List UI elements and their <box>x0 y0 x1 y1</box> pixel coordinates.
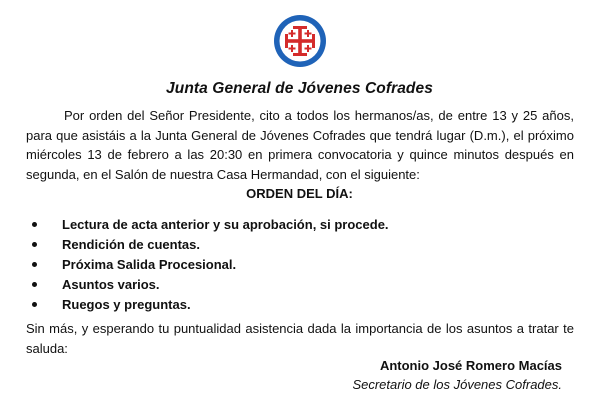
agenda-item <box>32 295 389 315</box>
agenda-item-label: Lectura de acta anterior y su aprobación, si procede. <box>62 217 389 232</box>
agenda-item-label: Asuntos varios. <box>62 277 160 292</box>
agenda-item <box>32 215 389 235</box>
bullet-icon <box>32 222 37 227</box>
agenda-heading: ORDEN DEL DÍA: <box>246 186 353 201</box>
convocation-paragraph: Por orden del Señor Presidente, cito a todos los hermanos/as, de entre 13 y 25 años, para que asistáis a la Junta General de Jóvenes Cofrades que tendrá lugar (D.m.), el próximo miércoles 13 de febrero a las 20:30 en primera convocatoria y quince minutos después en segunda, en el Salón de nuestra Casa Hermandad, con el siguiente: <box>26 108 574 182</box>
bullet-icon <box>32 262 37 267</box>
bullet-icon <box>32 302 37 307</box>
bullet-icon <box>32 282 37 287</box>
closing-paragraph: Sin más, y esperando tu puntualidad asistencia dada la importancia de los asuntos a tratar te saluda: <box>26 321 574 356</box>
bullet-icon <box>32 242 37 247</box>
agenda-item <box>32 255 389 275</box>
agenda-list <box>32 215 389 315</box>
agenda-item-label: Ruegos y preguntas. <box>62 297 191 312</box>
agenda-item <box>32 235 389 255</box>
agenda-item-label: Rendición de cuentas. <box>62 237 200 252</box>
document-title: Junta General de Jóvenes Cofrades <box>166 80 433 97</box>
agenda-item <box>32 275 389 295</box>
signatory-role: Secretario de los Jóvenes Cofrades. <box>352 377 562 392</box>
signatory-name: Antonio José Romero Macías <box>379 358 562 373</box>
brotherhood-cross-emblem-icon <box>272 13 328 69</box>
agenda-item-label: Próxima Salida Procesional. <box>62 257 237 272</box>
